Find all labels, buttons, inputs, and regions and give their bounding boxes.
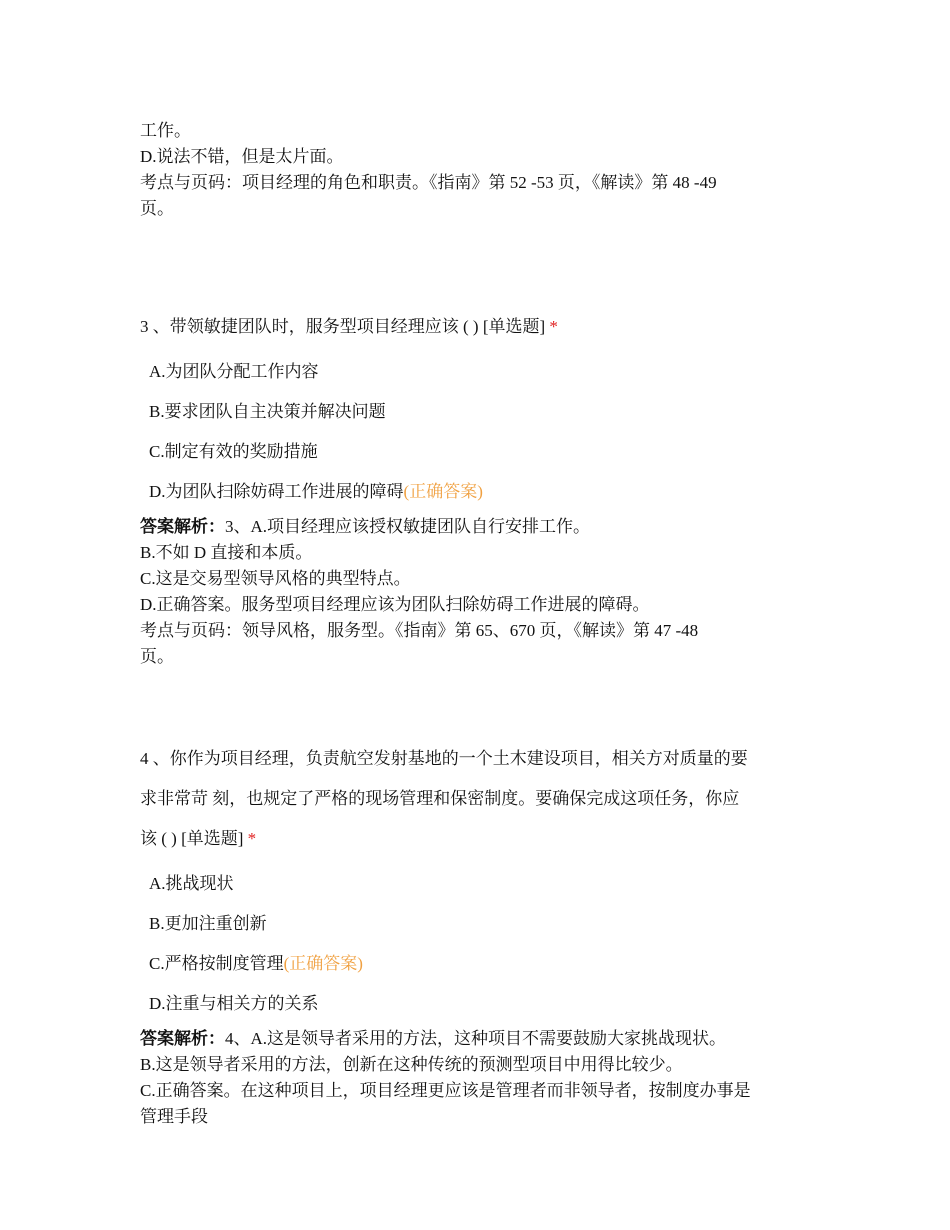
question-4: [140, 740, 820, 1130]
required-mark: *: [549, 317, 558, 336]
document-page: [140, 118, 820, 1130]
option-text: C.严格按制度管理: [149, 954, 284, 973]
question-text: 4 、你作为项目经理，负责航空发射基地的一个土木建设项目，相关方对质量的要: [140, 749, 748, 768]
analysis-text: 4、A.这是领导者采用的方法，这种项目不需要鼓励大家挑战现状。: [225, 1029, 727, 1048]
analysis-text: B.这是领导者采用的方法，创新在这种传统的预测型项目中用得比较少。: [140, 1055, 683, 1074]
text-line: 工作。: [140, 121, 191, 140]
analysis-label: 答案解析：: [140, 517, 225, 536]
option-text: A.为团队分配工作内容: [149, 362, 319, 381]
question-3: [140, 308, 820, 670]
question-text: 带领敏捷团队时，服务型项目经理应该 ( ) [单选题]: [169, 317, 550, 336]
question-stem: [140, 308, 820, 346]
correct-answer-tag: (正确答案): [403, 482, 483, 501]
option-text: D.为团队扫除妨碍工作进展的障碍: [149, 482, 404, 501]
analysis-text: C.正确答案。在这种项目上，项目经理更应该是管理者而非领导者，按制度办事是: [140, 1081, 751, 1100]
text-line: 页。: [140, 199, 174, 218]
answer-analysis: [140, 514, 820, 670]
analysis-label: 答案解析：: [140, 1029, 225, 1048]
option-text: D.注重与相关方的关系: [149, 994, 319, 1013]
question-stem: [140, 740, 820, 858]
question-number: 3 、: [140, 317, 170, 336]
required-mark: *: [247, 829, 257, 848]
option-a: [140, 864, 820, 904]
previous-analysis-tail: [140, 118, 820, 222]
option-text: A.挑战现状: [149, 874, 234, 893]
option-a: [140, 352, 820, 392]
analysis-text: B.不如 D 直接和本质。: [140, 543, 313, 562]
analysis-text: 页。: [140, 647, 174, 666]
text-line: 考点与页码：项目经理的角色和职责。《指南》第 52 -53 页，《解读》第 48 -49: [140, 173, 717, 192]
option-c: [140, 944, 820, 984]
analysis-text: 3、A.项目经理应该授权敏捷团队自行安排工作。: [225, 517, 591, 536]
option-text: B.更加注重创新: [149, 914, 267, 933]
option-b: [140, 904, 820, 944]
option-text: C.制定有效的奖励措施: [149, 442, 318, 461]
correct-answer-tag: (正确答案): [283, 954, 363, 973]
option-d: [140, 472, 820, 512]
question-text: 该 ( ) [单选题]: [140, 829, 248, 848]
analysis-text: 考点与页码：领导风格，服务型。《指南》第 65、670 页，《解读》第 47 -48: [140, 621, 699, 640]
option-text: B.要求团队自主决策并解决问题: [149, 402, 386, 421]
question-text: 求非常苛 刻，也规定了严格的现场管理和保密制度。要确保完成这项任务，你应: [140, 789, 740, 808]
option-d: [140, 984, 820, 1024]
analysis-text: C.这是交易型领导风格的典型特点。: [140, 569, 411, 588]
analysis-text: D.正确答案。服务型项目经理应该为团队扫除妨碍工作进展的障碍。: [140, 595, 650, 614]
text-line: D.说法不错，但是太片面。: [140, 147, 344, 166]
answer-analysis: [140, 1026, 820, 1130]
option-b: [140, 392, 820, 432]
analysis-text: 管理手段: [140, 1107, 208, 1126]
option-c: [140, 432, 820, 472]
